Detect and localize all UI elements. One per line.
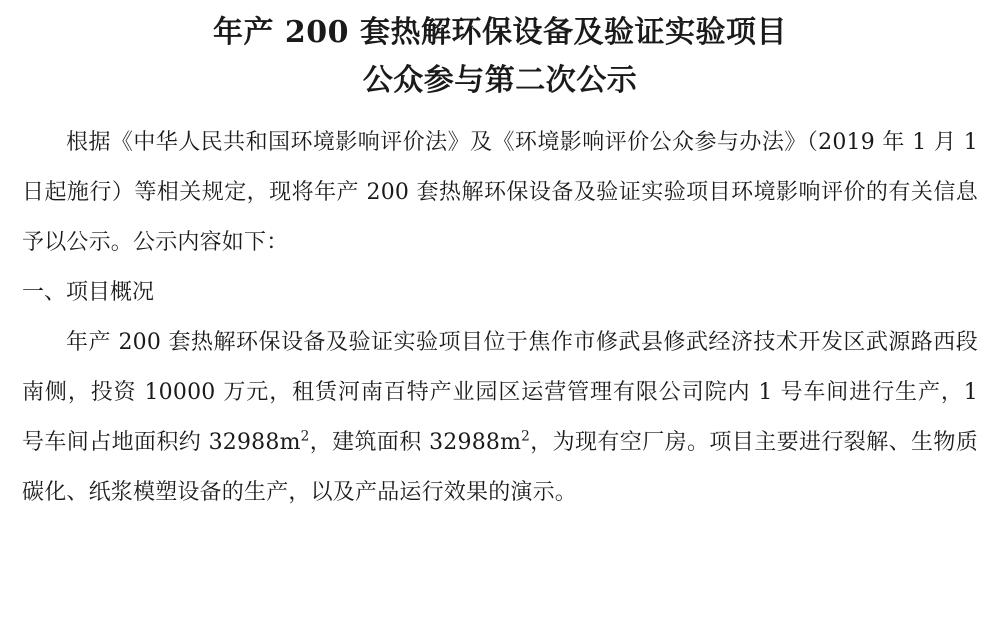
area-unit-superscript-2: 2: [521, 428, 531, 445]
area-unit-superscript-1: 2: [300, 428, 310, 445]
project-overview-text-part-3: ，为现有空厂房。项目主要进行裂解、生物质碳化、纸浆模塑设备的生产，以及产品运行效果的演示。: [22, 430, 978, 505]
page-title-line-2: 公众参与第二次公示: [362, 63, 638, 98]
page-title: [22, 10, 978, 104]
page-title-line-1: 年产 200 套热解环保设备及验证实验项目: [212, 15, 787, 50]
project-overview-paragraph: [22, 318, 978, 518]
intro-paragraph: 根据《中华人民共和国环境影响评价法》及《环境影响评价公众参与办法》（2019 年 1 月 1 日起施行）等相关规定，现将年产 200 套热解环保设备及验证实验项目环境影响评价的有关信息予以公示。公示内容如下：: [22, 130, 978, 255]
section-heading-project-overview: 一、项目概况: [22, 280, 155, 305]
project-overview-text-part-1: 年产 200 套热解环保设备及验证实验项目位于焦作市修武县修武经济技术开发区武源路西段南侧，投资 10000 万元，租赁河南百特产业园区运营管理有限公司院内 1 号车间进行生产，1 号车间占地面积约 32988m: [22, 330, 978, 455]
project-overview-text-part-2: ，建筑面积 32988m: [309, 430, 522, 455]
